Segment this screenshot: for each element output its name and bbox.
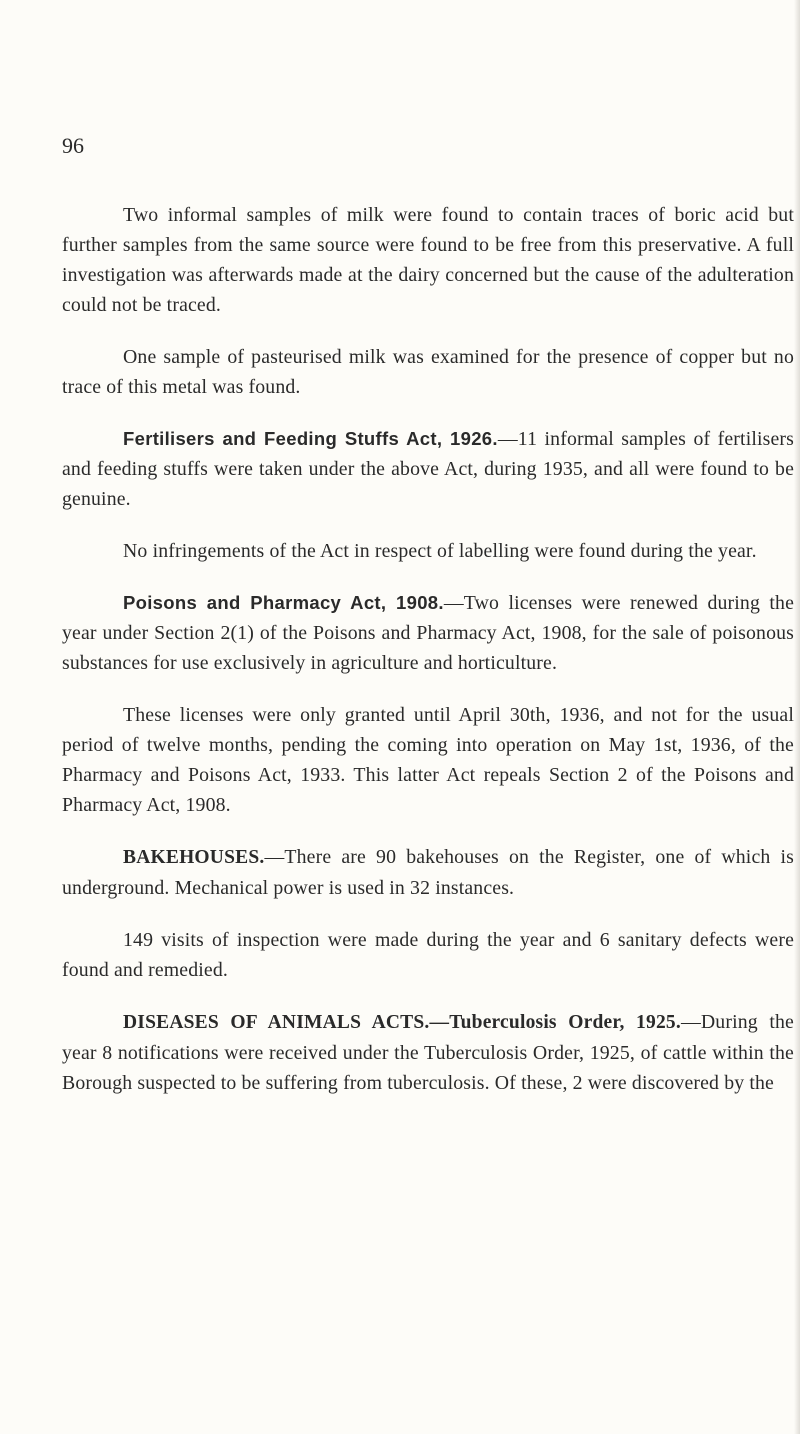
paragraph-diseases-of-animals	[62, 1007, 794, 1098]
page-edge-shadow	[794, 0, 800, 1434]
paragraph-inspection-visits	[62, 925, 794, 985]
section-heading-bakehouses: BAKEHOUSES.	[123, 847, 265, 868]
section-heading-diseases: DISEASES OF ANIMALS ACTS.—Tuberculosis Order, 1925.	[123, 1012, 681, 1033]
paragraph-text: —11 informal samples of fertilisers and feeding stuffs were taken under the above Act, during 1935, and all were found to be genuine.	[62, 428, 794, 510]
paragraph-text: —There are 90 bakehouses on the Register, one of which is underground. Mechanical power is used in 32 instances.	[62, 846, 794, 899]
paragraph-text: One sample of pasteurised milk was examined for the presence of copper but no trace of this metal was found.	[62, 346, 794, 398]
section-heading-fertilisers: Fertilisers and Feeding Stuffs Act, 1926.	[123, 428, 498, 449]
paragraph-milk-boric-acid	[62, 200, 794, 320]
paragraph-text: No infringements of the Act in respect of labelling were found during the year.	[123, 540, 757, 562]
paragraph-text: These licenses were only granted until April 30th, 1936, and not for the usual period of twelve months, pending the coming into operation on May 1st, 1936, of the Pharmacy and Poisons Act, 1933. This latter Act repeals Section 2 of the Poisons and Pharmacy Act, 1908.	[62, 704, 794, 816]
paragraph-poisons-pharmacy-act	[62, 588, 794, 678]
document-body	[62, 200, 794, 1120]
paragraph-pasteurised-milk	[62, 342, 794, 402]
paragraph-text: Two informal samples of milk were found to contain traces of boric acid but further samples from the same source were found to be free from this preservative. A full investigation was afterwards made at the dairy concerned but the cause of the adulteration could not be traced.	[62, 204, 794, 316]
paragraph-bakehouses	[62, 842, 794, 903]
paragraph-text: —During the year 8 notifications were received under the Tuberculosis Order, 1925, of cattle within the Borough suspected to be suffering from tuberculosis. Of these, 2 were discovered by the	[62, 1011, 794, 1094]
paragraph-text: 149 visits of inspection were made during the year and 6 sanitary defects were found and remedied.	[62, 929, 794, 981]
section-heading-poisons: Poisons and Pharmacy Act, 1908.	[123, 592, 444, 613]
paragraph-labelling	[62, 536, 794, 566]
paragraph-licenses	[62, 700, 794, 820]
paragraph-text: —Two licenses were renewed during the year under Section 2(1) of the Poisons and Pharmacy Act, 1908, for the sale of poisonous substances for use exclusively in agriculture and horticulture.	[62, 592, 794, 674]
page-number: 96	[62, 133, 84, 158]
paragraph-fertilisers-act	[62, 424, 794, 514]
